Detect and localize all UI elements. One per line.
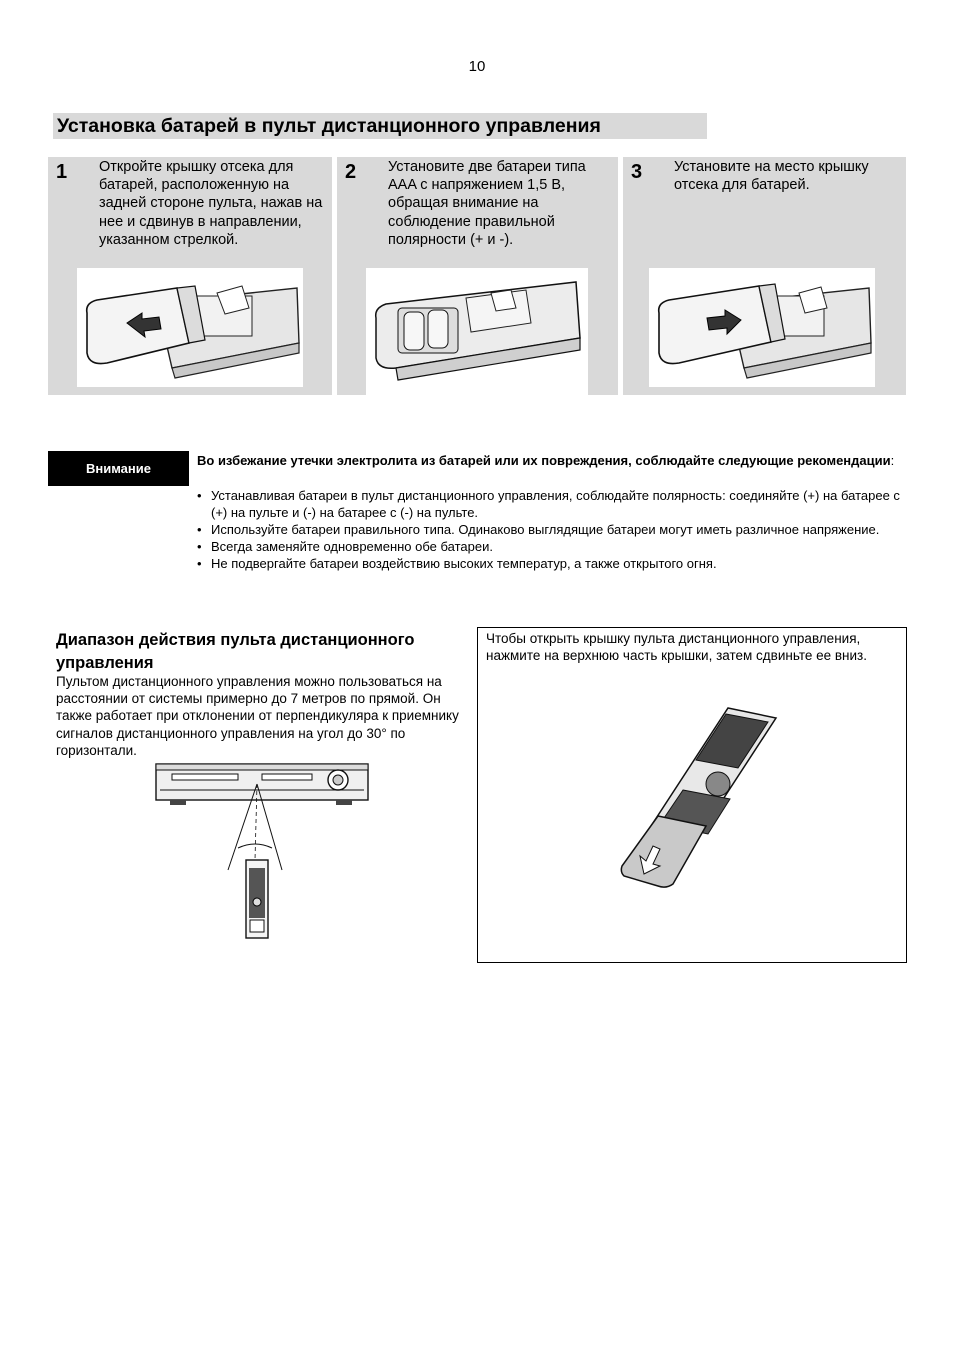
warning-label: Внимание [48,451,189,486]
open-cover-text: Чтобы открыть крышку пульта дистанционного управления, нажмите на верхнюю часть крышки, затем сдвиньте ее вниз. [486,631,867,664]
remote-slide-cover-illustration [618,706,783,896]
step-3-panel [623,157,906,395]
remote-open-cover-illustration [77,268,303,387]
list-item: • Не подвергайте батареи воздействию высоких температур, а также открытого огня. [197,556,717,571]
range-illustration [150,760,375,947]
range-text: Пультом дистанционного управления можно пользоваться на расстоянии от системы примерно до 7 метров по прямой. Он также работает при отклонении от перпендикуляра к приемнику сигналов дистанционного управления на угол до 30° по горизонтали. [56,674,459,758]
step-text: Установите на место крышку отсека для батарей. [674,159,869,194]
open-cover-box [477,627,907,963]
batteries-insert-illustration [366,268,588,395]
bullet: • [197,522,202,537]
step-number: 3 [631,161,643,183]
warning-intro-bold: Во избежание утечки электролита из батарей или их повреждения, соблюдайте следующие рекомендации [197,453,891,468]
bullet: • [197,539,202,554]
step-number: 2 [345,161,357,183]
bullet: • [197,556,202,571]
page-number: 10 [468,58,486,75]
bullet: • [197,488,202,503]
warning-intro [197,452,897,469]
section-title: Установка батарей в пульт дистанционного управления [53,113,707,139]
range-heading: Диапазон действия пульта дистанционного управления [56,631,415,672]
step-2-panel [337,157,618,395]
step-number: 1 [56,161,68,183]
step-text: Установите две батареи типа AAA с напряжением 1,5 В, обращая внимание на соблюдение правильной полярности (+ и -). [388,159,586,248]
warning-intro-tail: : [890,453,895,468]
warning-list [197,487,907,572]
list-item: • Устанавливая батареи в пульт дистанционного управления, соблюдайте полярность: соединяйте (+) на батарее с (+) на пульте и (-) на батарее с (-) на пульте. [197,488,900,520]
list-item: • Используйте батареи правильного типа. Одинаково выглядящие батареи могут иметь различное напряжение. [197,522,880,537]
step-1-panel [48,157,332,395]
step-text: Откройте крышку отсека для батарей, расположенную на задней стороне пульта, нажав на нее и сдвинув в направлении, указанном стрелкой. [99,159,323,248]
remote-close-cover-illustration [649,268,875,387]
list-item: • Всегда заменяйте одновременно обе батареи. [197,539,493,554]
